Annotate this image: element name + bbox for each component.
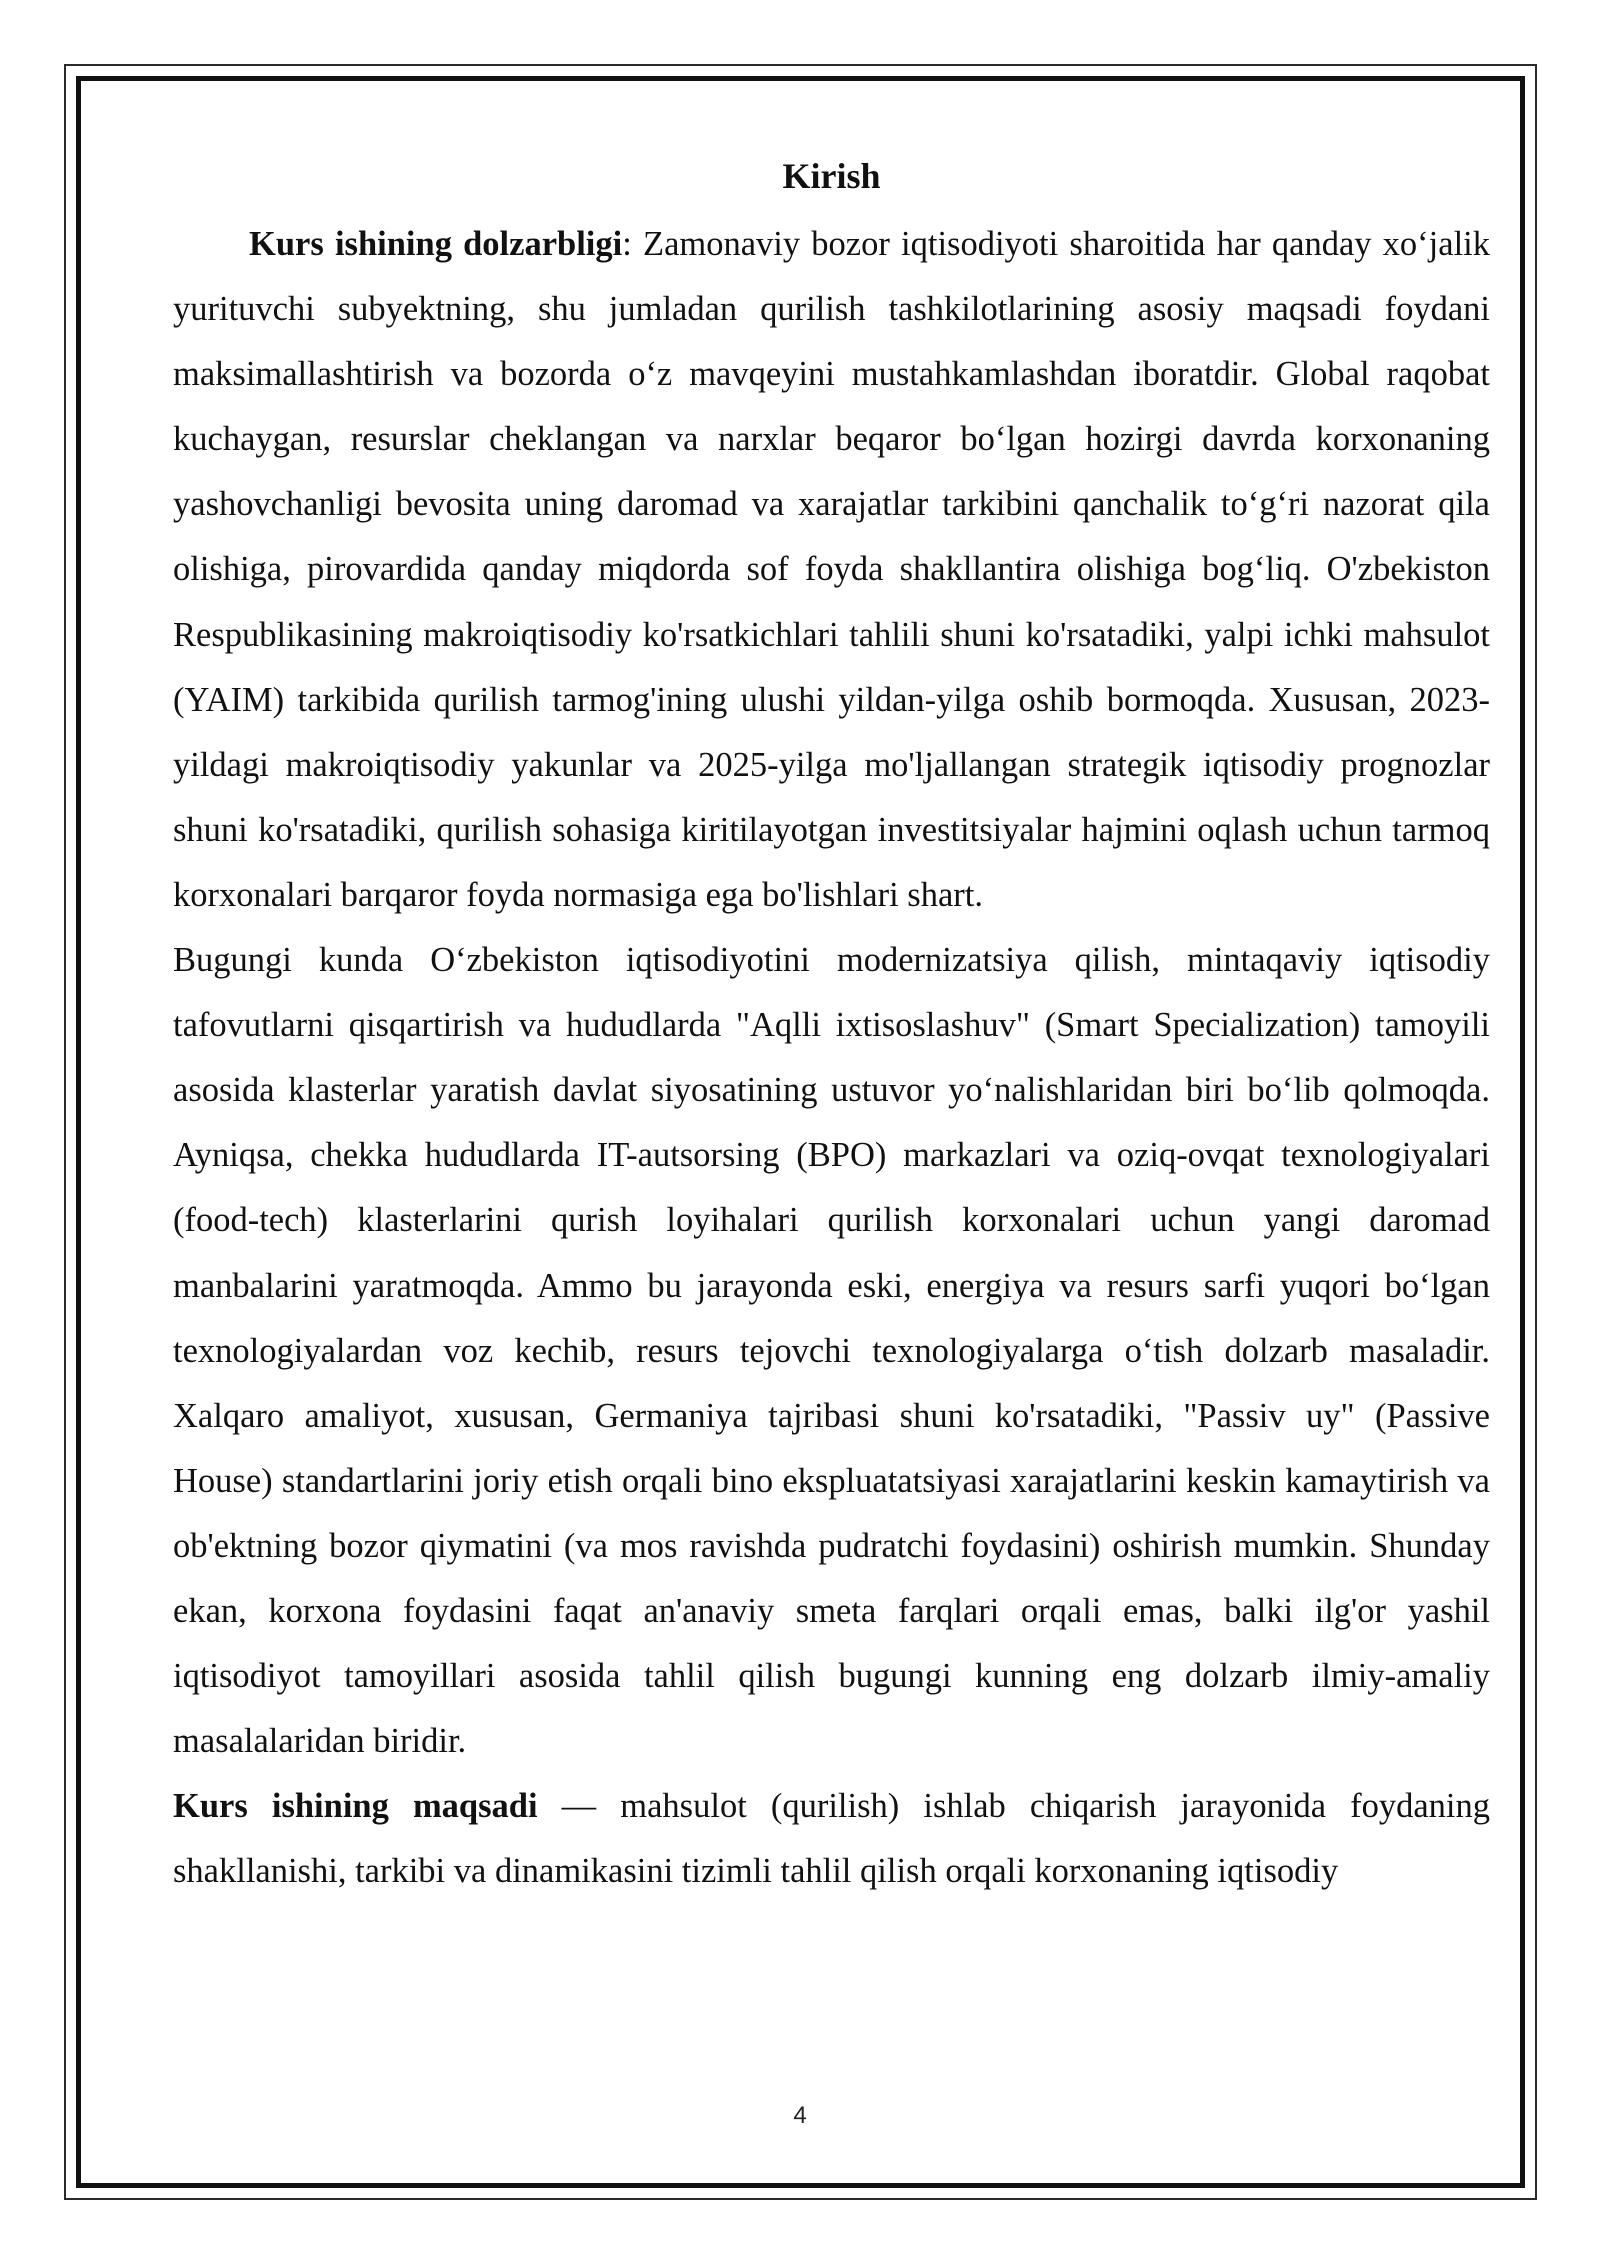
paragraph-goal: [173, 1774, 1490, 1904]
paragraph-text: Zamonaviy bozor iqtisodiyoti sharoitida har qanday xo‘jalik yurituvchi subyektning, shu jumladan qurilish tashkilotlarining asosiy maqsadi foydani maksimallashtirish va bozorda o‘z mavqeyini mustahkamlashdan iboratdir. Global raqobat kuchaygan, resurslar cheklangan va narxlar beqaror bo‘lgan hozirgi davrda korxonaning yashovchanligi bevosita uning daromad va xarajatlar tarkibini qanchalik to‘g‘ri nazorat qila olishiga, pirovardida qanday miqdorda sof foyda shakllantira olishiga bog‘liq. O'zbekiston Respublikasining makroiqtisodiy ko'rsatkichlari tahlili shuni ko'rsatadiki, yalpi ichki mahsulot (YAIM) tarkibida qurilish tarmog'ining ulushi yildan-yilga oshib bormoqda. Xususan, 2023-yildagi makroiqtisodiy yakunlar va 2025-yilga mo'ljallangan strategik iqtisodiy prognozlar shuni ko'rsatadiki, qurilish sohasiga kiritilayotgan investitsiyalar hajmini oqlash uchun tarmoq korxonalari barqaror foyda normasiga ega bo'lishlari shart.: [173, 225, 1490, 914]
paragraph-text: Bugungi kunda O‘zbekiston iqtisodiyotini modernizatsiya qilish, mintaqaviy iqtisodiy tafovutlarni qisqartirish va hududlarda "Aqlli ixtisoslashuv" (Smart Specialization) tamoyili asosida klasterlar yaratish davlat siyosatining ustuvor yo‘nalishlaridan biri bo‘lib qolmoqda. Ayniqsa, chekka hududlarda IT-autsorsing (BPO) markazlari va oziq-ovqat texnologiyalari (food-tech) klasterlarini qurish loyihalari qurilish korxonalari uchun yangi daromad manbalarini yaratmoqda. Ammo bu jarayonda eski, energiya va resurs sarfi yuqori bo‘lgan texnologiyalardan voz kechib, resurs tejovchi texnologiyalarga o‘tish dolzarb masaladir. Xalqaro amaliyot, xususan, Germaniya tajribasi shuni ko'rsatadiki, "Passiv uy" (Passive House) standartlarini joriy etish orqali bino ekspluatatsiyasi xarajatlarini keskin kamaytirish va ob'ektning bozor qiymatini (va mos ravishda pudratchi foydasini) oshirish mumkin. Shunday ekan, korxona foydasini faqat an'anaviy smeta farqlari orqali emas, balki ilg'or yashil iqtisodiyot tamoyillari asosida tahlil qilish bugungi kunning eng dolzarb ilmiy-amaliy masalalaridan biridir.: [173, 941, 1490, 1761]
document-body: [173, 140, 1490, 1904]
paragraph-heading-relevance: Kurs ishining dolzarbligi: [249, 225, 623, 263]
heading-separator: —: [537, 1787, 621, 1826]
paragraph-relevance: [173, 212, 1490, 928]
heading-separator: :: [622, 225, 643, 263]
paragraph-text: mahsulot (qurilish) ishlab chiqarish jarayonida foydaning shakllanishi, tarkibi va dinamikasini tizimli tahlil qilish orqali korxonaning iqtisodiy: [173, 1787, 1491, 1891]
paragraph-heading-goal: Kurs ishining maqsadi: [173, 1787, 538, 1826]
page-number: 4: [793, 2102, 807, 2129]
section-title: Kirish: [782, 156, 881, 196]
paragraph-context: [173, 928, 1490, 1774]
